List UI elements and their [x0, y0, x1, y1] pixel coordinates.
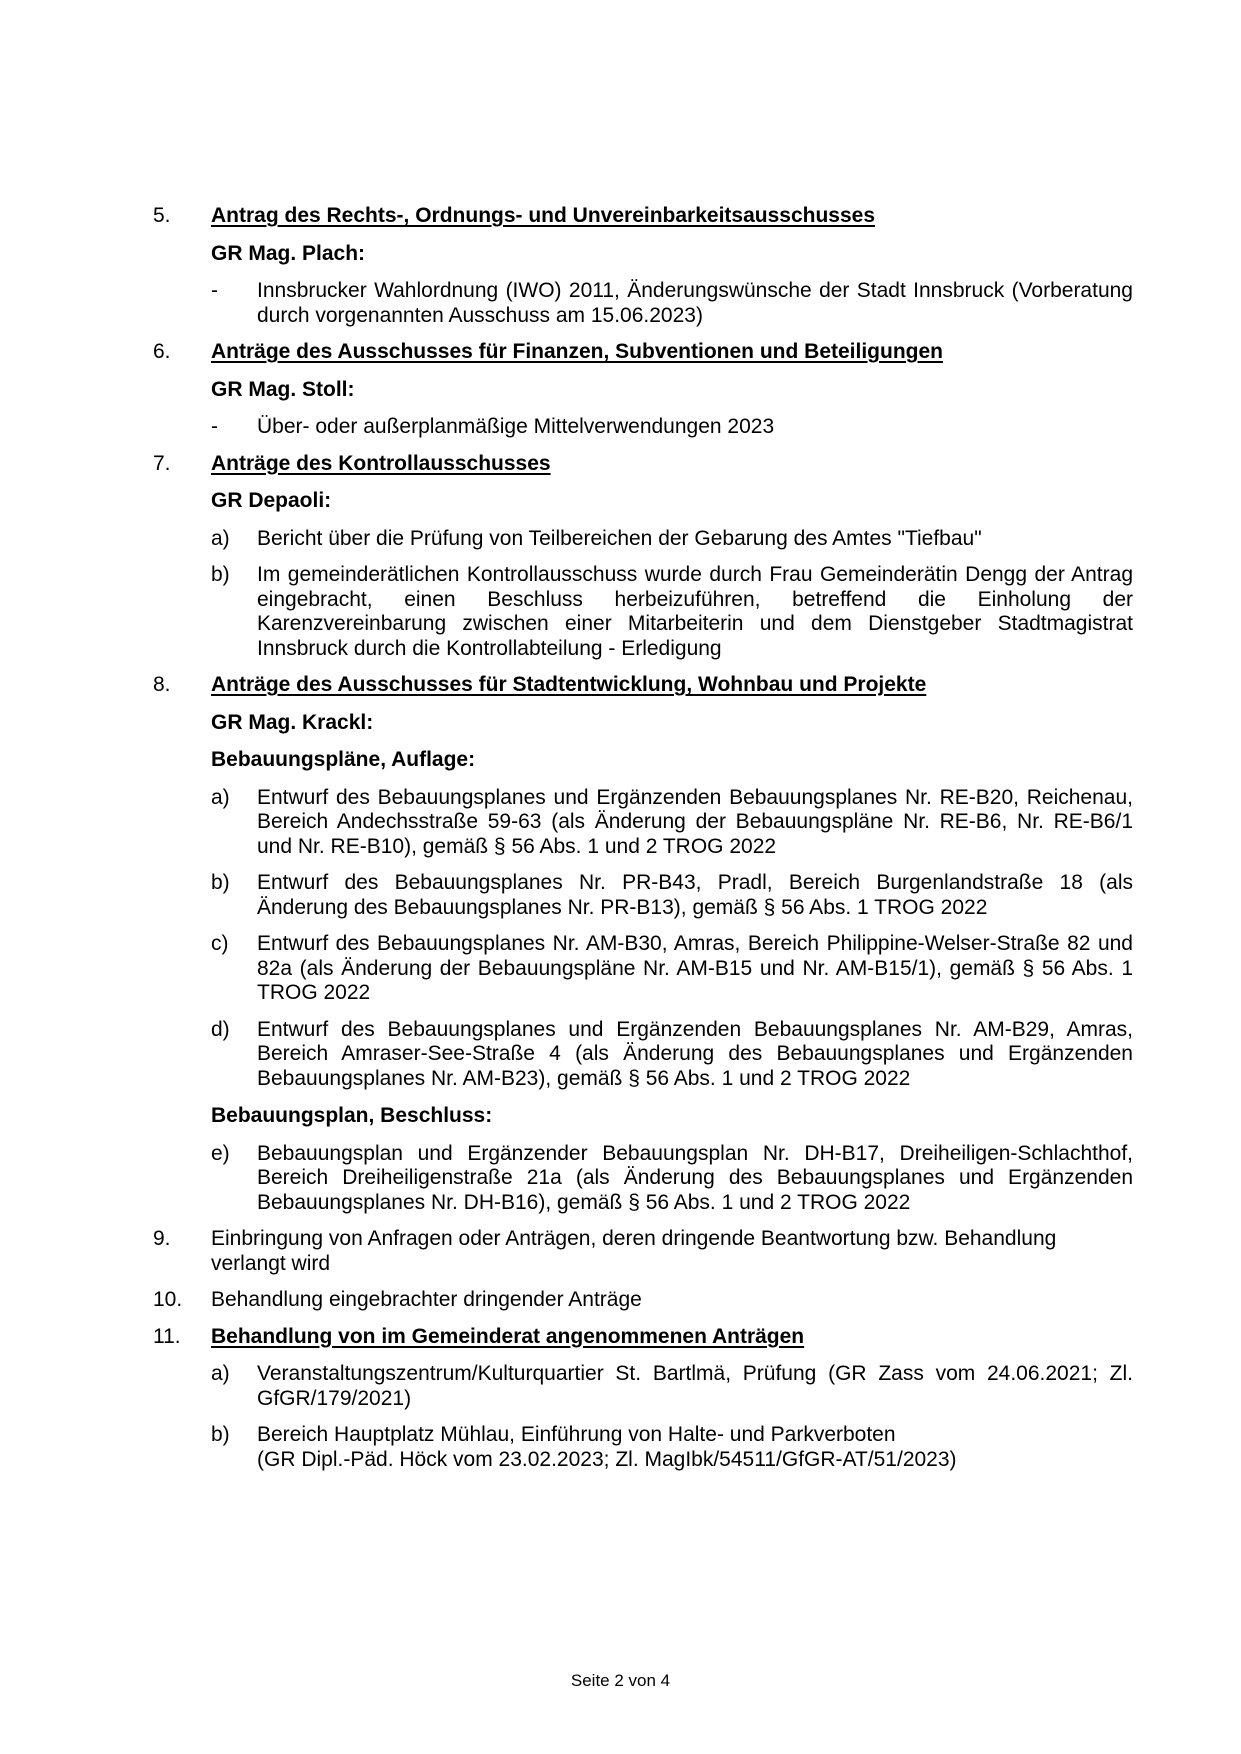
- item-heading: Antrag des Rechts-, Ordnungs- und Unvereinbarkeitsausschusses: [211, 204, 876, 227]
- item-number: 10.: [153, 1288, 183, 1311]
- sub-item: [211, 871, 1133, 920]
- sub-item: [211, 1423, 1133, 1472]
- sub-item: [211, 1018, 1133, 1092]
- sub-item: [211, 786, 1133, 860]
- sub-text: Entwurf des Bebauungsplanes und Ergänzenden Bebauungsplanes Nr. AM-B29, Amras, Bereich Amraser-See-Straße 4 (als Änderung des Bebauungsplanes und Ergänzenden Bebauungsplanes Nr. AM-B23), gemäß § 56 Abs. 1 und 2 TROG 2022: [257, 1017, 1133, 1090]
- sub-marker: c): [211, 932, 229, 955]
- item-heading: Anträge des Kontrollausschusses: [211, 451, 551, 475]
- speaker: GR Depaoli:: [211, 489, 332, 512]
- agenda-item-6: [153, 340, 1133, 440]
- agenda-item-8: [153, 673, 1133, 1215]
- sub-item: [211, 932, 1133, 1006]
- sub-text: Entwurf des Bebauungsplanes Nr. PR-B43, Pradl, Bereich Burgenlandstraße 18 (als Änderung des Bebauungsplanes Nr. PR-B13), gemäß § 56 Abs. 1 TROG 2022: [257, 871, 1133, 919]
- sub-marker: b): [211, 871, 230, 894]
- speaker: GR Mag. Krackl:: [211, 710, 374, 734]
- agenda-item-9: [153, 1227, 1133, 1276]
- sub-marker: -: [211, 415, 218, 438]
- item-number: 5.: [153, 204, 171, 227]
- item-number: 8.: [153, 673, 171, 696]
- sub-text: Veranstaltungszentrum/Kulturquartier St. Bartlmä, Prüfung (GR Zass vom 24.06.2021; Zl. GfGR/179/2021): [257, 1362, 1133, 1410]
- speaker: GR Mag. Plach:: [211, 241, 366, 265]
- agenda-item-11: [153, 1325, 1133, 1473]
- sub-marker: b): [211, 1423, 230, 1446]
- agenda-list: [153, 204, 1133, 1484]
- sub-item: [211, 527, 1133, 552]
- speaker: GR Mag. Stoll:: [211, 377, 355, 401]
- sub-text: Entwurf des Bebauungsplanes und Ergänzenden Bebauungsplanes Nr. RE-B20, Reichenau, Bereich Andechsstraße 59-63 (als Änderung der Bebauungspläne Nr. RE-B6, Nr. RE-B6/1 und Nr. RE-B10), gemäß § 56 Abs. 1 und 2 TROG 2022: [257, 785, 1133, 858]
- item-number: 11.: [153, 1324, 181, 1348]
- item-heading: Behandlung von im Gemeinderat angenommenen Anträgen: [211, 1324, 805, 1348]
- item-heading: Anträge des Ausschusses für Finanzen, Subventionen und Beteiligungen: [211, 340, 943, 363]
- sub-text: Entwurf des Bebauungsplanes Nr. AM-B30, Amras, Bereich Philippine-Welser-Straße 82 und 82a (als Änderung der Bebauungspläne Nr. AM-B15 und Nr. AM-B15/1), gemäß § 56 Abs. 1 TROG 2022: [257, 932, 1133, 1004]
- item-number: 6.: [153, 340, 171, 363]
- sub-marker: a): [211, 1362, 230, 1385]
- sub-marker: d): [211, 1017, 230, 1041]
- sub-marker: b): [211, 563, 230, 586]
- sub-item: [211, 415, 1133, 440]
- agenda-item-10: [153, 1288, 1133, 1313]
- agenda-item-5: [153, 204, 1133, 328]
- sub-marker: e): [211, 1141, 230, 1165]
- item-number: 9.: [153, 1227, 171, 1250]
- item-heading: Anträge des Ausschusses für Stadtentwicklung, Wohnbau und Projekte: [211, 673, 927, 696]
- sub-item: [211, 1362, 1133, 1411]
- item-number: 7.: [153, 451, 171, 475]
- sub-item: [211, 1142, 1133, 1216]
- agenda-item-7: [153, 452, 1133, 662]
- sub-text: Bereich Hauptplatz Mühlau, Einführung von Halte- und Parkverboten: [257, 1423, 896, 1446]
- sub-item: [211, 563, 1133, 661]
- page-number: Seite 2 von 4: [570, 1671, 671, 1690]
- sub-marker: a): [211, 526, 230, 550]
- sub-text-reference: (GR Dipl.-Päd. Höck vom 23.02.2023; Zl. MagIbk/54511/GfGR-AT/51/2023): [257, 1447, 957, 1471]
- sub-marker: -: [211, 279, 218, 302]
- sub-text: Bebauungsplan und Ergänzender Bebauungsplan Nr. DH-B17, Dreiheiligen-Schlachthof, Bereich Dreiheiligenstraße 21a (als Änderung des Bebauungsplanes und Ergänzenden Bebauungsplanes Nr. DH-B16), gemäß § 56 Abs. 1 und 2 TROG 2022: [257, 1141, 1133, 1214]
- sub-marker: a): [211, 785, 230, 809]
- group-title: Bebauungspläne, Auflage:: [211, 748, 476, 771]
- item-text: Einbringung von Anfragen oder Anträgen, deren dringende Beantwortung bzw. Behandlung verlangt wird: [211, 1227, 1057, 1275]
- sub-text: Innsbrucker Wahlordnung (IWO) 2011, Änderungswünsche der Stadt Innsbruck (Vorberatung durch vorgenannten Ausschuss am 15.06.2023): [257, 279, 1133, 327]
- sub-text: Über- oder außerplanmäßige Mittelverwendungen 2023: [257, 415, 775, 438]
- sub-text: Bericht über die Prüfung von Teilbereichen der Gebarung des Amtes "Tiefbau": [257, 526, 982, 550]
- group-title: Bebauungsplan, Beschluss:: [211, 1104, 493, 1127]
- sub-text: Im gemeinderätlichen Kontrollausschuss wurde durch Frau Gemeinderätin Dengg der Antrag eingebracht, einen Beschluss herbeizuführen, betreffend die Einholung der Karenzvereinbarung zwischen einer Mitarbeiterin und dem Dienstgeber Stadtmagistrat Innsbruck durch die Kontrollabteilung - Erledigung: [257, 563, 1133, 660]
- sub-item: [211, 279, 1133, 328]
- item-text: Behandlung eingebrachter dringender Anträge: [211, 1288, 642, 1311]
